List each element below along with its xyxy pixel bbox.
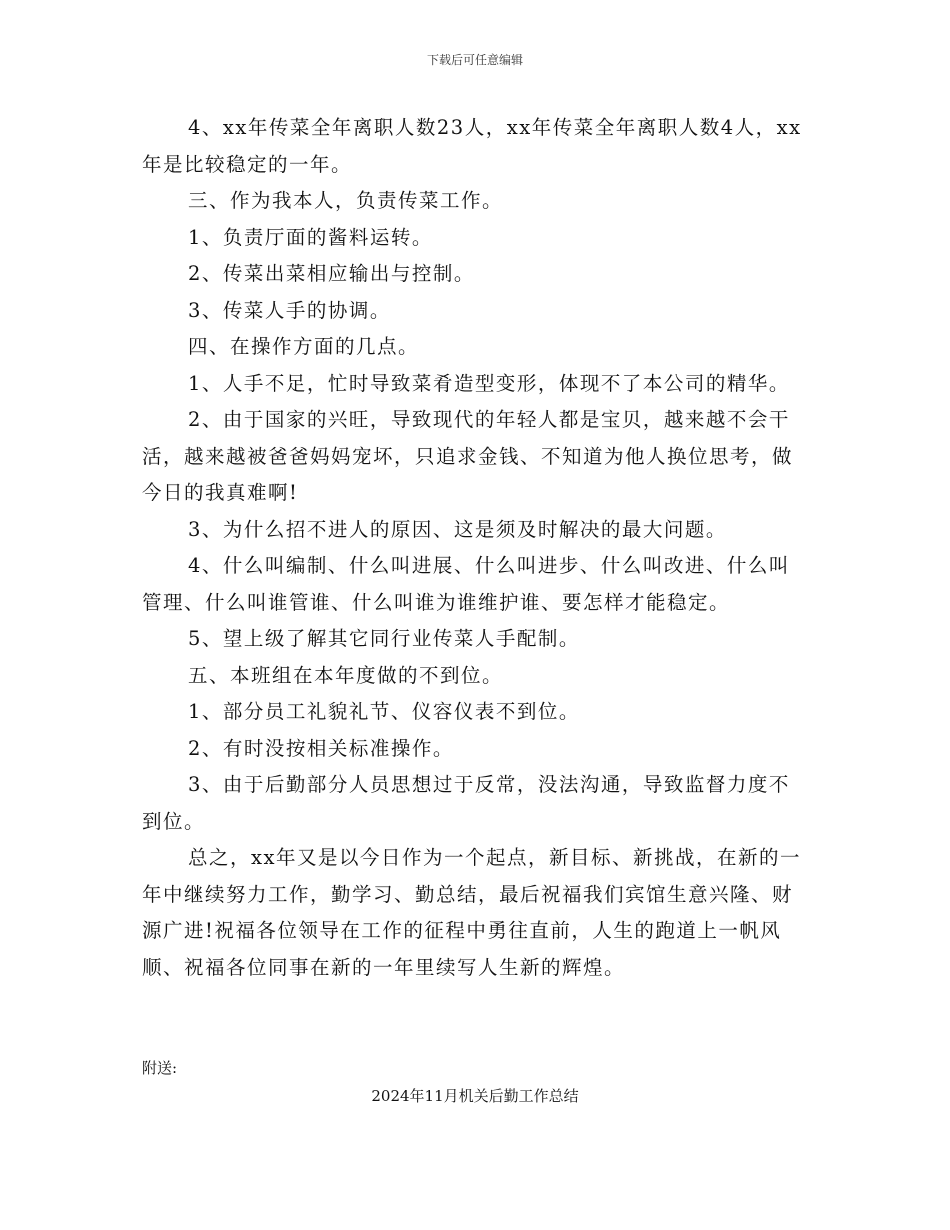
paragraph: 4、xx年传菜全年离职人数23人，xx年传菜全年离职人数4人，xx年是比较稳定的一年。 (142, 116, 802, 176)
paragraph: 五、本班组在本年度做的不到位。 (188, 663, 504, 687)
paragraph: 3、由于后勤部分人员思想过于反常，没法沟通，导致监督力度不到位。 (142, 773, 790, 833)
paragraph: 三、作为我本人，负责传菜工作。 (188, 189, 504, 212)
paragraph: 1、人手不足，忙时导致菜肴造型变形，体现不了本公司的精华。 (188, 371, 790, 395)
document-body (142, 110, 810, 986)
paragraph: 四、在操作方面的几点。 (188, 335, 420, 358)
paragraph: 总之，xx年又是以今日作为一个起点，新目标、新挑战，在新的一年中继续努力工作，勤学习、勤总结，最后祝福我们宾馆生意兴隆、财源广进!祝福各位领导在工作的征程中勇往直前，人生的跑道上一帆风顺、祝福各位同事在新的一年里续写人生新的辉煌。 (142, 846, 801, 979)
paragraph: 3、为什么招不进人的原因、这是须及时解决的最大问题。 (188, 517, 727, 541)
page-header-note: 下载后可任意编辑 (426, 53, 523, 67)
paragraph: 5、望上级了解其它同行业传菜人手配制。 (188, 627, 580, 650)
paragraph: 1、负责厅面的酱料运转。 (188, 225, 433, 249)
appendix-title: 2024年11月机关后勤工作总结 (371, 1087, 579, 1105)
paragraph: 3、传菜人手的协调。 (188, 298, 391, 322)
appendix-label: 附送: (142, 1059, 178, 1077)
paragraph: 4、什么叫编制、什么叫进展、什么叫进步、什么叫改进、什么叫管理、什么叫谁管谁、什么叫谁为谁维护谁、要怎样才能稳定。 (142, 554, 790, 614)
paragraph: 2、由于国家的兴旺，导致现代的年轻人都是宝贝，越来越不会干活，越来越被爸爸妈妈宠坏，只追求金钱、不知道为他人换位思考，做今日的我真难啊! (142, 408, 794, 504)
paragraph: 2、有时没按相关标准操作。 (188, 736, 454, 760)
paragraph: 1、部分员工礼貌礼节、仪容仪表不到位。 (188, 700, 580, 723)
paragraph: 2、传菜出菜相应输出与控制。 (188, 262, 475, 285)
